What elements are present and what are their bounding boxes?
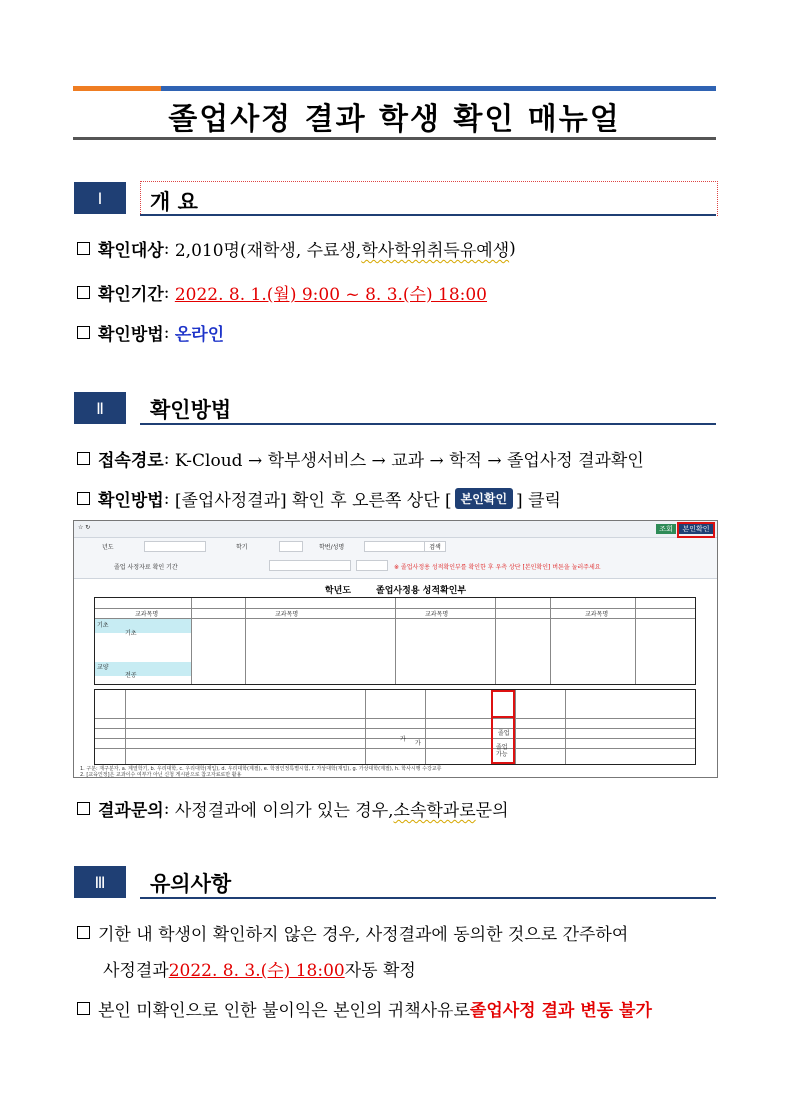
method-label: 확인방법 [98,325,164,345]
method-how: 확인방법 : [졸업사정결과] 확인 후 오른쪽 상단 [ 본인확인 ] 클릭 [77,486,561,511]
result-label: 결과문의 [98,801,164,821]
confirm-button-sample: 본인확인 [455,488,513,509]
path-label: 접속경로 [98,451,164,471]
section-1-title: 개 요 [150,190,198,214]
section-2-underline [140,423,716,425]
page-title: 졸업사정 결과 학생 확인 매뉴얼 [168,102,621,137]
checkbox-icon [77,926,90,939]
highlight-box [491,690,515,718]
note-1-date: 2022. 8. 3.(수) 18:00 [168,961,345,981]
transcript-table [94,597,696,685]
cyan-row [95,662,191,676]
search-button[interactable]: 검색 [424,541,446,552]
method-path: 접속경로 : K-Cloud → 학부생서비스 → 교과 → 학적 → 졸업사정 결과확인 [77,446,644,471]
term-label: 학기 [236,544,248,551]
course-header: 교과목명 [135,611,159,618]
section-3-title: 유의사항 [150,872,232,896]
checkbox-icon [77,326,90,339]
method-value: 온라인 [174,325,225,345]
target-label: 확인대상 [98,241,164,261]
row-major-sub: 전공 [125,672,137,679]
method-result: 결과문의 : 사정결과에 이의가 있는 경우, 소속학과로 문의 [77,796,509,821]
checkbox-icon [77,492,90,505]
how-label: 확인방법 [98,491,164,511]
year-field[interactable] [144,541,206,552]
target-value-emph: 학사학위취득유예생 [361,241,510,261]
row-basic-sub: 기초 [125,630,137,637]
checkbox-icon [77,1002,90,1015]
grade-ga: 가 [400,736,406,743]
result-value-emph: 소속학과로 [393,801,476,821]
note-1-cont [103,956,416,981]
graduate-text: 졸업 [498,730,510,737]
section-3-underline [140,897,716,899]
path-value: K-Cloud → 학부생서비스 → 교과 → 학적 → 졸업사정 결과확인 [174,451,644,471]
footnote-2: 2. [교육인정]은 교과이수 여부가 아닌 신청 게시판으로 참고자료로만 활용 [80,772,242,778]
overview-method: 확인방법 : 온라인 [77,320,224,345]
row-basic-label: 기초 [97,622,109,629]
screenshot-toolbar [74,521,717,538]
section-1-frame [140,181,718,216]
period-value: 2022. 8. 1.(월) 9:00 ~ 8. 3.(수) 18:00 [174,285,488,305]
result-value-end: 문의 [475,801,509,821]
section-2-title: 확인방법 [150,398,232,422]
overview-period: 확인기간 : 2022. 8. 1.(월) 9:00 ~ 8. 3.(수) 18:00 [77,280,487,305]
target-value: 2,010명(재학생, 수료생, [174,241,362,261]
note-2-emph: 졸업사정 결과 변동 불가 [469,1001,652,1021]
how-value-end: ] 클릭 [516,491,561,511]
overview-target: 확인대상 : 2,010명(재학생, 수료생, 학사학위취득유예생 ) [77,236,516,261]
self-confirm-button[interactable]: 본인확인 [679,524,713,534]
graduate-possible-text: 졸업 가능 [496,744,508,758]
summary-table [94,689,696,765]
note-1-text-b: 사정결과 [103,961,169,981]
notice-text: ※ 졸업사정용 성적확인부를 확인한 후 우측 상단 [본인확인] 버튼을 눌러주세요 [394,564,601,571]
period-start-field [269,560,351,571]
year-label: 년도 [102,544,114,551]
target-value-end: ) [509,238,516,259]
term-field[interactable] [279,541,303,552]
section-1-underline [140,214,716,216]
star-icon: ☆ ↻ [78,524,91,531]
cyan-row [95,619,191,633]
course-header: 교과목명 [275,611,299,618]
result-value: 사정결과에 이의가 있는 경우, [174,801,394,821]
period-end-field [356,560,388,571]
checkbox-icon [77,242,90,255]
course-header: 교과목명 [585,611,609,618]
how-value: [졸업사정결과] 확인 후 오른쪽 상단 [ [174,491,452,511]
highlight-box [677,522,715,538]
row-major-label: 교양 [97,664,109,671]
section-2-number: Ⅱ [74,392,126,424]
period-label: 확인기간 [98,285,164,305]
student-field[interactable] [364,541,426,552]
course-header: 교과목명 [425,611,449,618]
doc-title-text: 졸업사정용 성적확인부 [376,586,467,596]
checkbox-icon [77,452,90,465]
period-caption: 졸업 사정자료 확인 기간 [114,564,178,571]
screenshot-form [74,538,717,579]
query-button[interactable]: 조회 [656,524,676,534]
note-1-text: 기한 내 학생이 확인하지 않은 경우, 사정결과에 동의한 것으로 간주하여 [98,925,629,945]
student-label: 학번/성명 [319,544,345,551]
section-3-number: Ⅲ [74,866,126,898]
note-1-text-c: 자동 확정 [344,961,416,981]
doc-title [74,583,717,596]
title-top-bar [73,86,716,91]
title-top-bar-accent [73,86,161,91]
checkbox-icon [77,286,90,299]
doc-title-year: 학년도 [324,586,351,596]
embedded-screenshot [73,520,718,778]
grade-ga: 가 [415,740,421,747]
note-1 [77,920,628,945]
note-2-text: 본인 미확인으로 인한 불이익은 본인의 귀책사유로 [98,1001,470,1021]
footnote-1: 1. 구분: 재구분자, a. 계열학기, b. 우리대학, c. 우리대학(재입), d. 우리대학(계절), e. 학점인정특별시험, f. 가상대학(재입), g. 가상대학(계절), h. 학사시행 수강교류 [80,766,442,772]
section-1-number: Ⅰ [74,182,126,214]
checkbox-icon [77,802,90,815]
title-bottom-bar [73,137,716,140]
highlight-box [491,716,515,764]
note-2 [77,996,652,1021]
